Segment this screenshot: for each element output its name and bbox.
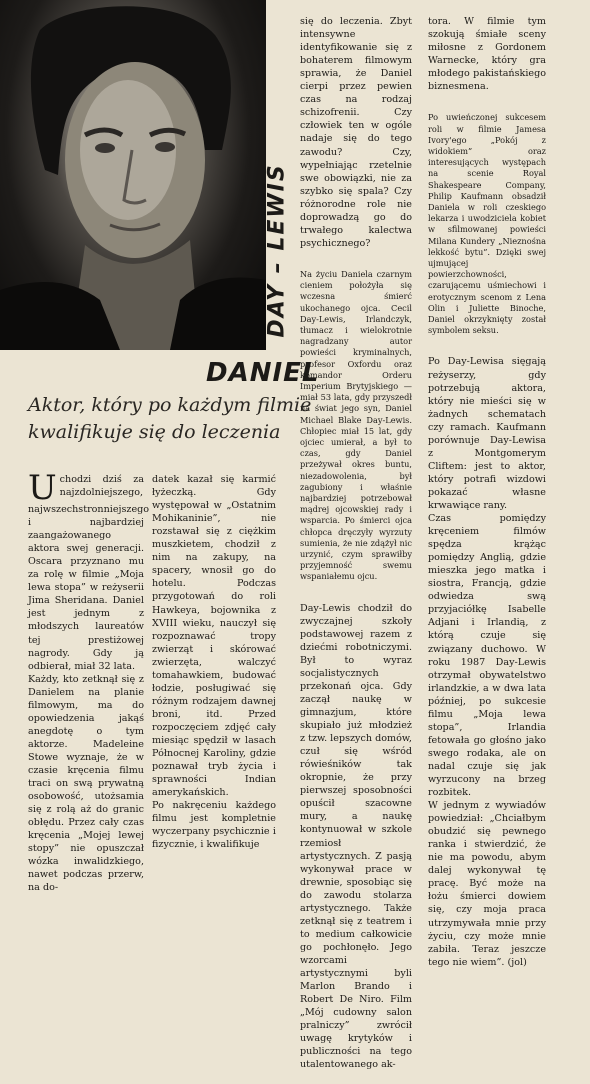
portrait-illustration — [0, 0, 266, 350]
tagline — [28, 392, 318, 446]
column-1-text: chodzi dziś za najzdolniejszego, najwszechstronniejszego i najbardziej zaangażowanego aktora swej generacji. Oscara przyznano mu za rolę w filmie „Moja lewa stopa” w reżyserii Jima Sheridana. Daniel jest jednym z młodszych laureatów tej prestiżowej nagrody. Gdy ją odbierał, miał 32 lata. Każdy, kto zetknął się z Danielem na planie filmowym, ma do opowiedzenia jakąś anegdotę o tym aktorze. Madeleine Stowe wyznaje, że w czasie kręcenia filmu traci on swą prywatną osobowość, utożsamia się z rolą aż do granic obłędu. Przez cały czas kręcenia „Mojej lewej stopy” nie opuszczał wózka inwalidzkiego, nawet podczas przerw, na do- — [28, 474, 150, 894]
portrait-photo — [0, 0, 266, 350]
column-4-bottom-text: Po Day-Lewisa sięgają reżyserzy, gdy potrzebują aktora, który nie mieści się w żadnych schematach czy ramach. Kaufmann porównuje Day-Lewisa z Montgomerym Cliftem: jest to aktor, który potrafi wizdowi pokazać własne krwawiące rany. Czas pomiędzy kręceniem filmów spędza krążąc pomiędzy Anglią, gdzie mieszka jego matka i siostra, Francją, gdzie odwiedza swą przyjaciółkę Isabelle Adjani i Irlandią, z którą czuje się związany duchowo. W roku 1987 Day-Lewis otrzymał obywatelstwo irlandzkie, a w dwa lata później, po sukcesie filmu „Moja lewa stopa”, Irlandia fetowała go głośno jako swego rodaka, ale on nadal czuje się jak wyrzucony na brzeg rozbitek. W jednym z wywiadów powiedział: „Chciałbym obudzić się pewnego ranka i stwierdzić, że nie ma powodu, abym dalej wykonywał tę pracę. Być może na łożu śmierci dowiem się, czy moja praca utrzymywała mnie przy życiu, czy może mnie zabiła. Teraz jeszcze tego nie wiem”. (jol) — [428, 356, 546, 968]
article-column-1 — [28, 460, 150, 894]
column-2-text: datek kazał się karmić łyżeczką. Gdy występował w „Ostatnim Mohikaninie”, nie rozstawał się z ciężkim muszkietem, chodził z nim na zakupy, na spacery, wnosił go do hotelu. Podczas przygotowań do roli Hawkeya, bojownika z XVIII wieku, nauczył się rozpoznawać tropy zwierząt i skórować zwierzęta, walczyć tomahawkiem, budować łodzie, posługiwać się różnym rodzajem dawnej broni, itd. Przed rozpoczęciem zdjęć cały miesiąc spędził w lasach Północnej Karoliny, gdzie poznawał tryb życia i sprawności Indian amerykańskich. Po nakręceniu każdego filmu jest kompletnie wyczerpany psychicznie i fizycznie, i kwalifikuje — [152, 474, 276, 851]
vertical-title — [262, 160, 292, 340]
tagline-line-1: Aktor, który po każdym filmie — [28, 394, 312, 416]
column-3-small-text: Na życiu Daniela czarnym cieniem położyła się wczesna śmierć ukochanego ojca. Cecil Day-Lewis, Irlandczyk, tłumacz i wielokrotnie nagradzany autor powieści kryminalnych, profesor Oxfordu oraz komandor Orderu Imperium Brytyjskiego — miał 53 lata, gdy przyszedł na świat jego syn, Daniel Michael Blake Day-Lewis. Chłopiec miał 15 lat, gdy ojciec umierał, a był to czas, gdy Daniel przeżywał okres buntu, niezadowolenia, był zagubiony i właśnie najbardziej potrzebował mądrej ojcowskiej rady i wsparcia. Po śmierci ojca chłopca dręczyły wyrzuty sumienia, że nie zdążył nic urzynić, czym sprawiłby przyjemność swemu wspaniałemu ojcu. — [300, 268, 412, 582]
tagline-line-2: kwalifikuje się do leczenia — [28, 421, 281, 443]
vertical-title-text: DAY – LEWIS — [264, 162, 290, 338]
column-3-top-text: się do leczenia. Zbyt intensywne identyfikowanie się z bohaterem filmowym sprawia, że Daniel cierpi przez pewien czas na rodzaj schizofrenii. Czy człowiek ten w ogóle nadaje się do tego zawodu? Czy, wypełniając rzetelnie swe obowiązki, nie za szybko się spala? Czy różnorodne role nie doprowadzą go do trwałego kalectwa psychicznego? — [300, 16, 412, 249]
column-3-bottom-text: Day-Lewis chodził do zwyczajnej szkoły podstawowej razem z dziećmi robotniczymi. Był to wyraz socjalistycznych przekonań ojca. Gdy zaczął naukę w gimnazjum, które skupiało już młodzież z tzw. lepszych domów, czuł się wśród rówieśników tak okropnie, że przy pierwszej sposobności opuścił szacowne mury, a naukę kontynuował w szkole rzemiosł artystycznych. Z pasją wykonywał prace w drewnie, sposobiąc się do zawodu stolarza artystycznego. Także zetknął się z teatrem i to medium całkowicie go pochłonęło. Jego wzorcami artystycznymi byli Marlon Brando i Robert De Niro. Film „Mój cudowny salon pralniczy” zwrócił uwagę krytyków i publiczności na tego utalentowanego ak- — [300, 602, 412, 1071]
column-4-small-text: Po uwieńczonej sukcesem roli w filmie Jamesa Ivory'ego „Pokój z widokiem” oraz interesujących występach na scenie Royal Shakespeare Company, Philip Kaufmann obsadził Daniela w roli czeskiego lekarza i uwodziciela kobiet w sfilmowanej powieści Milana Kundery „Nieznośna lekkość bytu”. Dzięki swej ujmującej powierzchowności, czarującemu uśmiechowi i erotycznym scenom z Lena Olin i Juliette Binoche, Daniel okrzyknięty został symbolem seksu. — [428, 112, 546, 336]
article-column-2 — [152, 460, 276, 851]
drop-cap: U — [28, 468, 57, 509]
column-4-top-text: tora. W filmie tym szokują śmiałe sceny miłosne z Gordonem Warnecke, który gra młodego pakistańskiego biznesmena. — [428, 16, 546, 93]
first-name-heading: DANIEL — [206, 358, 320, 388]
article-column-3 — [300, 2, 412, 1084]
article-column-4 — [428, 2, 546, 982]
